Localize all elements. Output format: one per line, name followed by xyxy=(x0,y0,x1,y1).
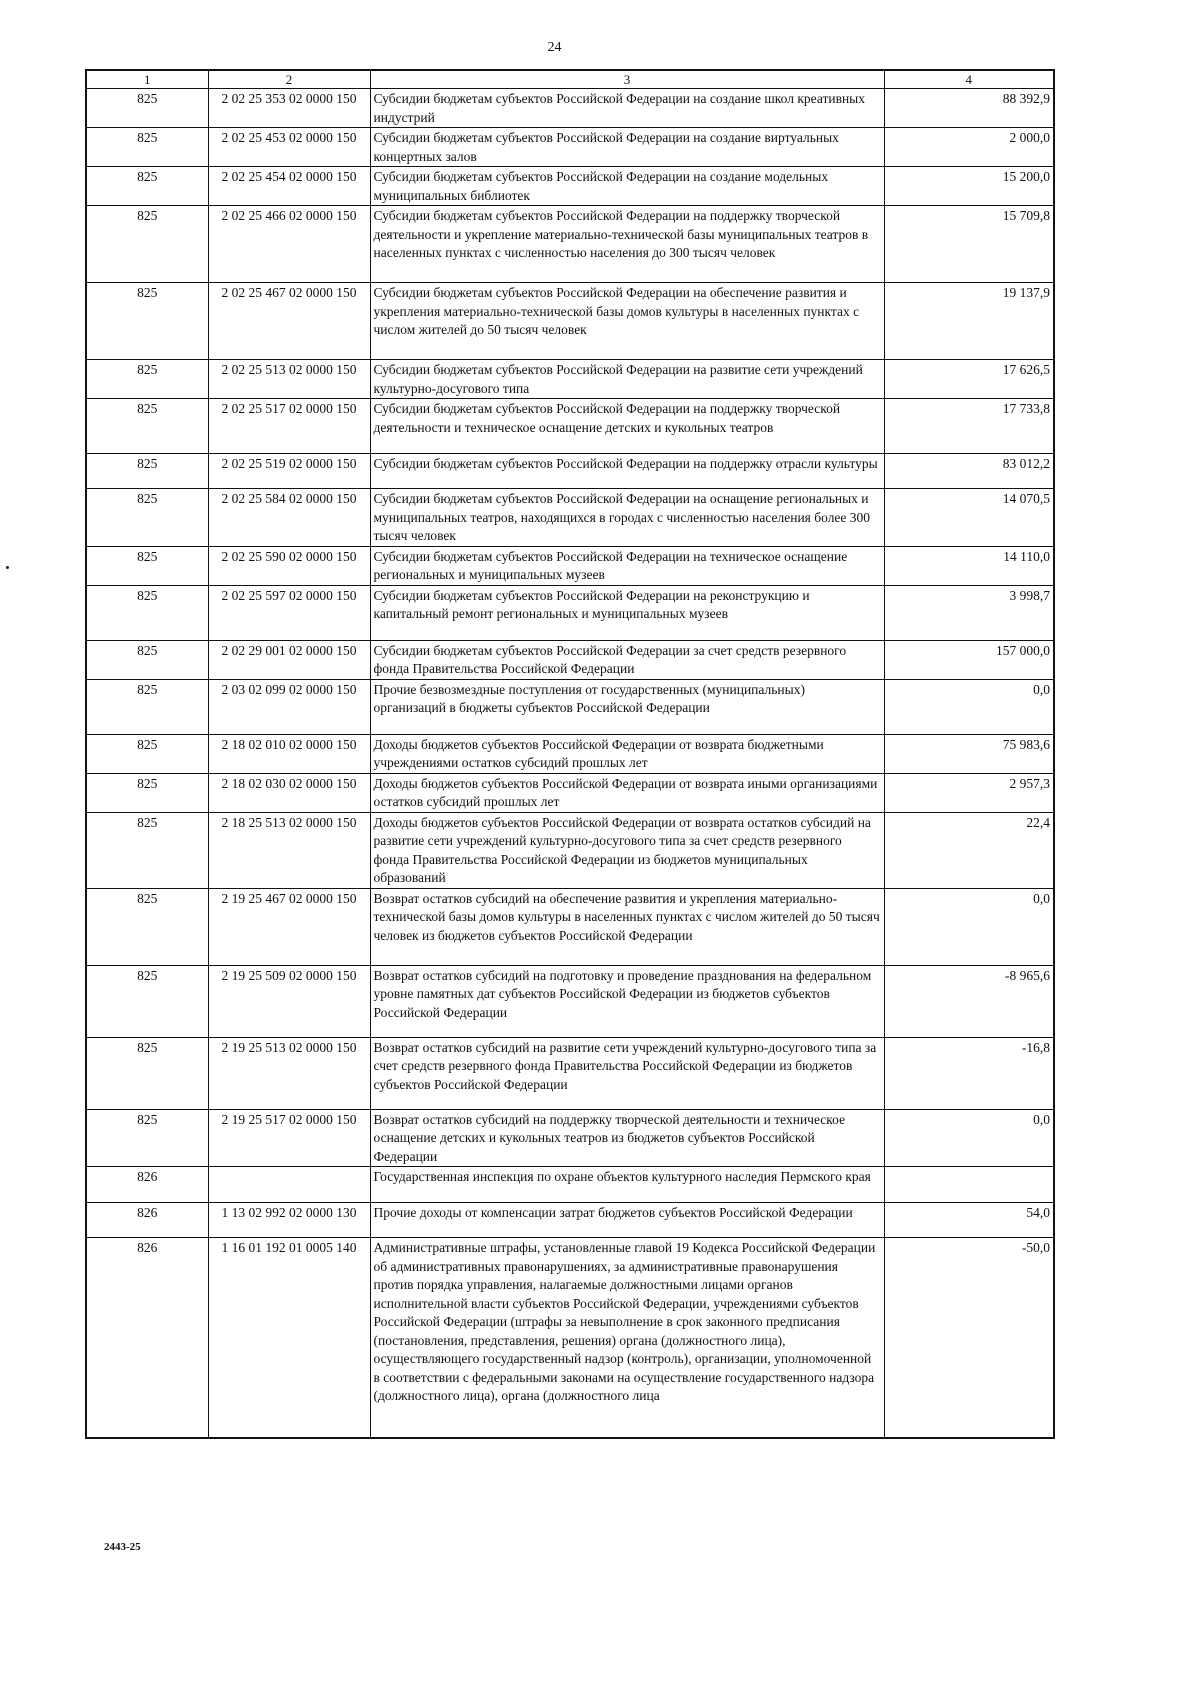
amount-cell: 75 983,6 xyxy=(884,734,1054,773)
admin-code-cell: 825 xyxy=(86,206,208,283)
revenue-name-cell: Возврат остатков субсидий на поддержку творческой деятельности и техническое оснащение детских и кукольных театров из бюджетов субъектов Российской Федерации xyxy=(370,1109,884,1167)
admin-code-cell: 825 xyxy=(86,89,208,128)
revenue-name-cell: Возврат остатков субсидий на развитие сети учреждений культурно-досугового типа за счет средств резервного фонда Правительства Российской Федерации из бюджетов субъектов Российской Федерации xyxy=(370,1037,884,1109)
amount-cell: 14 070,5 xyxy=(884,489,1054,547)
admin-code-cell: 825 xyxy=(86,888,208,965)
amount-cell: 14 110,0 xyxy=(884,546,1054,585)
table-row xyxy=(86,89,1054,128)
table-row xyxy=(86,454,1054,489)
admin-code-cell: 826 xyxy=(86,1238,208,1438)
amount-cell: 3 998,7 xyxy=(884,585,1054,640)
revenue-name-cell: Субсидии бюджетам субъектов Российской Федерации на реконструкцию и капитальный ремонт региональных и муниципальных музеев xyxy=(370,585,884,640)
revenue-name-cell: Субсидии бюджетам субъектов Российской Федерации на техническое оснащение региональных и муниципальных музеев xyxy=(370,546,884,585)
revenue-name-cell: Возврат остатков субсидий на подготовку и проведение празднования на федеральном уровне памятных дат субъектов Российской Федерации из бюджетов субъектов Российской Федерации xyxy=(370,965,884,1037)
table-row xyxy=(86,585,1054,640)
revenue-code-cell: 2 02 25 454 02 0000 150 xyxy=(208,167,370,206)
amount-cell: 2 000,0 xyxy=(884,128,1054,167)
admin-code-cell: 825 xyxy=(86,360,208,399)
revenue-code-cell: 2 02 25 467 02 0000 150 xyxy=(208,283,370,360)
table-row xyxy=(86,206,1054,283)
admin-code-cell: 825 xyxy=(86,640,208,679)
column-header: 2 xyxy=(208,70,370,89)
admin-code-cell: 825 xyxy=(86,812,208,888)
revenue-name-cell: Субсидии бюджетам субъектов Российской Федерации за счет средств резервного фонда Правительства Российской Федерации xyxy=(370,640,884,679)
admin-code-cell: 825 xyxy=(86,1037,208,1109)
scan-dot xyxy=(6,566,9,569)
revenue-code-cell: 2 02 29 001 02 0000 150 xyxy=(208,640,370,679)
table-row xyxy=(86,888,1054,965)
revenue-name-cell: Прочие безвозмездные поступления от государственных (муниципальных) организаций в бюджеты субъектов Российской Федерации xyxy=(370,679,884,734)
admin-code-cell: 825 xyxy=(86,489,208,547)
amount-cell: 88 392,9 xyxy=(884,89,1054,128)
column-header: 1 xyxy=(86,70,208,89)
table-header-row xyxy=(86,70,1054,89)
revenue-name-cell: Доходы бюджетов субъектов Российской Федерации от возврата иными организациями остатков субсидий прошлых лет xyxy=(370,773,884,812)
admin-code-cell: 825 xyxy=(86,546,208,585)
table-row xyxy=(86,489,1054,547)
table-row xyxy=(86,640,1054,679)
amount-cell xyxy=(884,1167,1054,1203)
revenue-code-cell: 2 02 25 453 02 0000 150 xyxy=(208,128,370,167)
page-number: 24 xyxy=(547,40,562,55)
admin-code-cell: 826 xyxy=(86,1167,208,1203)
amount-cell: 0,0 xyxy=(884,1109,1054,1167)
revenue-name-cell: Субсидии бюджетам субъектов Российской Федерации на развитие сети учреждений культурно-досугового типа xyxy=(370,360,884,399)
amount-cell: 0,0 xyxy=(884,888,1054,965)
revenue-name-cell: Административные штрафы, установленные главой 19 Кодекса Российской Федерации об административных правонарушениях, за административные правонарушения против порядка управления, налагаемые должностными лицами органов исполнительной власти субъектов Российской Федерации, учреждениями субъектов Российской Федерации (штрафы за невыполнение в срок законного предписания (постановления, представления, решения) органа (должностного лица), осуществляющего государственный надзор (контроль), организации, уполномоченной в соответствии с федеральными законами на осуществление государственного надзора (должностного лица), органа (должностного лица xyxy=(370,1238,884,1438)
admin-code-cell: 825 xyxy=(86,1109,208,1167)
amount-cell: 83 012,2 xyxy=(884,454,1054,489)
column-header: 3 xyxy=(370,70,884,89)
table-row xyxy=(86,965,1054,1037)
revenue-code-cell: 2 19 25 517 02 0000 150 xyxy=(208,1109,370,1167)
table-row xyxy=(86,1238,1054,1438)
revenue-name-cell: Субсидии бюджетам субъектов Российской Федерации на создание школ креативных индустрий xyxy=(370,89,884,128)
amount-cell: 157 000,0 xyxy=(884,640,1054,679)
revenue-code-cell xyxy=(208,1167,370,1203)
amount-cell: 17 626,5 xyxy=(884,360,1054,399)
revenue-table xyxy=(85,69,1055,1439)
table-row xyxy=(86,734,1054,773)
revenue-name-cell: Доходы бюджетов субъектов Российской Федерации от возврата бюджетными учреждениями остатков субсидий прошлых лет xyxy=(370,734,884,773)
revenue-code-cell: 2 19 25 513 02 0000 150 xyxy=(208,1037,370,1109)
admin-code-cell: 825 xyxy=(86,965,208,1037)
amount-cell: 15 200,0 xyxy=(884,167,1054,206)
revenue-name-cell: Субсидии бюджетам субъектов Российской Федерации на создание виртуальных концертных залов xyxy=(370,128,884,167)
revenue-code-cell: 2 03 02 099 02 0000 150 xyxy=(208,679,370,734)
revenue-code-cell: 2 19 25 467 02 0000 150 xyxy=(208,888,370,965)
amount-cell: -16,8 xyxy=(884,1037,1054,1109)
amount-cell: 2 957,3 xyxy=(884,773,1054,812)
revenue-code-cell: 2 02 25 597 02 0000 150 xyxy=(208,585,370,640)
admin-code-cell: 825 xyxy=(86,128,208,167)
revenue-code-cell: 1 16 01 192 01 0005 140 xyxy=(208,1238,370,1438)
revenue-name-cell: Субсидии бюджетам субъектов Российской Федерации на создание модельных муниципальных библиотек xyxy=(370,167,884,206)
amount-cell: 54,0 xyxy=(884,1203,1054,1238)
amount-cell: 19 137,9 xyxy=(884,283,1054,360)
table-row xyxy=(86,812,1054,888)
amount-cell: 15 709,8 xyxy=(884,206,1054,283)
admin-code-cell: 825 xyxy=(86,399,208,454)
admin-code-cell: 825 xyxy=(86,167,208,206)
revenue-code-cell: 2 02 25 466 02 0000 150 xyxy=(208,206,370,283)
revenue-code-cell: 2 18 25 513 02 0000 150 xyxy=(208,812,370,888)
amount-cell: 22,4 xyxy=(884,812,1054,888)
admin-code-cell: 825 xyxy=(86,454,208,489)
amount-cell: 17 733,8 xyxy=(884,399,1054,454)
amount-cell: -8 965,6 xyxy=(884,965,1054,1037)
revenue-code-cell: 2 19 25 509 02 0000 150 xyxy=(208,965,370,1037)
table-row xyxy=(86,167,1054,206)
admin-code-cell: 825 xyxy=(86,773,208,812)
revenue-name-cell: Субсидии бюджетам субъектов Российской Федерации на поддержку творческой деятельности и укрепление материально-технической базы муниципальных театров в населенных пунктах с численностью населения до 300 тысяч человек xyxy=(370,206,884,283)
revenue-code-cell: 2 02 25 513 02 0000 150 xyxy=(208,360,370,399)
table-row xyxy=(86,1037,1054,1109)
revenue-name-cell: Доходы бюджетов субъектов Российской Федерации от возврата остатков субсидий на развитие сети учреждений культурно-досугового типа за счет средств резервного фонда Правительства Российской Федерации из бюджетов муниципальных образований xyxy=(370,812,884,888)
table-row xyxy=(86,399,1054,454)
revenue-code-cell: 2 02 25 584 02 0000 150 xyxy=(208,489,370,547)
admin-code-cell: 825 xyxy=(86,734,208,773)
table-row xyxy=(86,546,1054,585)
revenue-name-cell: Прочие доходы от компенсации затрат бюджетов субъектов Российской Федерации xyxy=(370,1203,884,1238)
revenue-code-cell: 2 02 25 517 02 0000 150 xyxy=(208,399,370,454)
admin-code-cell: 825 xyxy=(86,679,208,734)
revenue-name-cell: Субсидии бюджетам субъектов Российской Федерации на поддержку творческой деятельности и техническое оснащение детских и кукольных театров xyxy=(370,399,884,454)
revenue-code-cell: 2 02 25 353 02 0000 150 xyxy=(208,89,370,128)
column-header: 4 xyxy=(884,70,1054,89)
table-row xyxy=(86,128,1054,167)
revenue-code-cell: 2 02 25 590 02 0000 150 xyxy=(208,546,370,585)
table-row xyxy=(86,773,1054,812)
revenue-code-cell: 2 18 02 030 02 0000 150 xyxy=(208,773,370,812)
table-row xyxy=(86,1167,1054,1203)
amount-cell: 0,0 xyxy=(884,679,1054,734)
table-row xyxy=(86,283,1054,360)
revenue-name-cell: Субсидии бюджетам субъектов Российской Федерации на оснащение региональных и муниципальных театров, находящихся в городах с численностью населения более 300 тысяч человек xyxy=(370,489,884,547)
revenue-name-cell: Государственная инспекция по охране объектов культурного наследия Пермского края xyxy=(370,1167,884,1203)
table-row xyxy=(86,1109,1054,1167)
revenue-code-cell: 1 13 02 992 02 0000 130 xyxy=(208,1203,370,1238)
revenue-code-cell: 2 02 25 519 02 0000 150 xyxy=(208,454,370,489)
revenue-name-cell: Возврат остатков субсидий на обеспечение развития и укрепления материально-технической базы домов культуры в населенных пунктах с числом жителей до 50 тысяч человек из бюджетов субъектов Российской Федерации xyxy=(370,888,884,965)
admin-code-cell: 825 xyxy=(86,585,208,640)
table-row xyxy=(86,679,1054,734)
table-row xyxy=(86,1203,1054,1238)
table-row xyxy=(86,360,1054,399)
document-code: 2443-25 xyxy=(104,1541,141,1553)
revenue-code-cell: 2 18 02 010 02 0000 150 xyxy=(208,734,370,773)
admin-code-cell: 825 xyxy=(86,283,208,360)
revenue-name-cell: Субсидии бюджетам субъектов Российской Федерации на поддержку отрасли культуры xyxy=(370,454,884,489)
amount-cell: -50,0 xyxy=(884,1238,1054,1438)
revenue-name-cell: Субсидии бюджетам субъектов Российской Федерации на обеспечение развития и укрепления материально-технической базы домов культуры в населенных пунктах с числом жителей до 50 тысяч человек xyxy=(370,283,884,360)
admin-code-cell: 826 xyxy=(86,1203,208,1238)
